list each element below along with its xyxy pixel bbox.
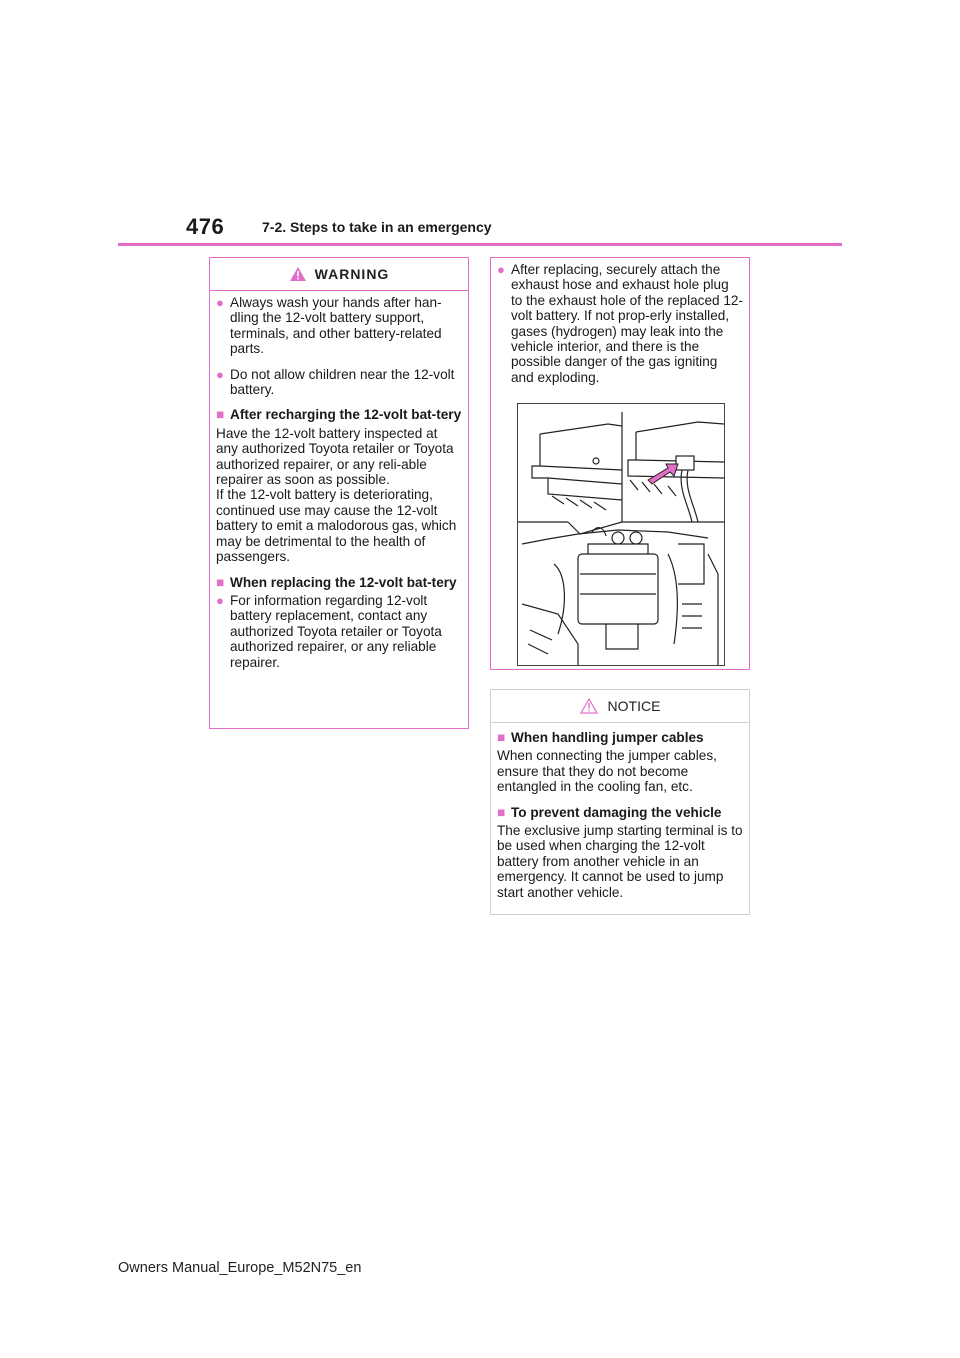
bullet-dot-icon: ● <box>216 592 224 608</box>
bullet-text: For information regarding 12-volt battery replacement, contact any authorized Toyota retailer or Toyota authorized repairer, or any reliable repairer. <box>230 592 442 670</box>
warning-header <box>210 258 468 291</box>
notice-content <box>491 723 749 900</box>
warning-triangle-icon <box>289 266 307 282</box>
subsection-title: When replacing the 12-volt bat-tery <box>230 574 457 590</box>
list-item <box>497 262 743 385</box>
battery-illustration <box>517 403 725 666</box>
subsection-title: When handling jumper cables <box>511 730 704 745</box>
subsection-heading <box>497 805 743 820</box>
bullet-text: Always wash your hands after han-dling the 12-volt battery support, terminals, and other battery-related parts. <box>230 295 442 357</box>
replacement-content <box>491 258 749 385</box>
notice-box <box>490 689 750 915</box>
paragraph: The exclusive jump starting terminal is to be used when charging the 12-volt battery from another vehicle in an emergency. It cannot be used to jump start another vehicle. <box>497 823 743 900</box>
arrow-icon <box>648 464 678 484</box>
list-item <box>216 295 462 357</box>
notice-triangle-icon <box>580 698 598 714</box>
subhead-square-icon: ■ <box>497 804 506 820</box>
paragraph: When connecting the jumper cables, ensure that they do not become entangled in the cooling fan, etc. <box>497 748 717 795</box>
notice-header <box>491 690 749 723</box>
notice-title: NOTICE <box>607 698 661 714</box>
bullet-text: After replacing, securely attach the exhaust hose and exhaust hole plug to the exhaust hole of the replaced 12-volt battery. If not prop-erly installed, gases (hydrogen) may leak into the vehicle interior, and there is the possible danger of the gas igniting and exploding. <box>511 262 744 385</box>
battery-exhaust-diagram <box>518 404 724 665</box>
subsection-heading <box>216 575 462 590</box>
bullet-text: Do not allow children near the 12-volt battery. <box>230 366 455 398</box>
list-item <box>216 593 462 670</box>
subsection-title: After recharging the 12-volt bat-tery <box>230 407 462 423</box>
subsection-title: To prevent damaging the vehicle <box>511 804 722 820</box>
list-item <box>216 367 462 398</box>
section-title: 7-2. Steps to take in an emergency <box>262 219 492 235</box>
page-number: 476 <box>186 214 225 239</box>
warning-box <box>209 257 469 729</box>
bullet-dot-icon: ● <box>497 262 505 277</box>
bullet-dot-icon: ● <box>216 366 224 382</box>
warning-title: WARNING <box>314 266 390 282</box>
subhead-square-icon: ■ <box>216 574 225 590</box>
subsection-heading <box>216 407 462 422</box>
paragraph: If the 12-volt battery is deteriorating, continued use may cause the 12-volt battery to emit a malodorous gas, which may be detrimental to the health of passengers. <box>216 487 457 565</box>
header-rule <box>118 243 842 246</box>
bullet-dot-icon: ● <box>216 295 224 310</box>
subhead-square-icon: ■ <box>497 730 506 745</box>
replacement-box <box>490 257 750 670</box>
paragraph: Have the 12-volt battery inspected at any authorized Toyota retailer or Toyota authorized repairer, or any reli-able repairer as soon as possible. <box>216 425 454 488</box>
subsection-heading <box>497 730 743 745</box>
subhead-square-icon: ■ <box>216 407 225 423</box>
footer-text: Owners Manual_Europe_M52N75_en <box>118 1260 362 1276</box>
warning-content <box>210 291 468 670</box>
